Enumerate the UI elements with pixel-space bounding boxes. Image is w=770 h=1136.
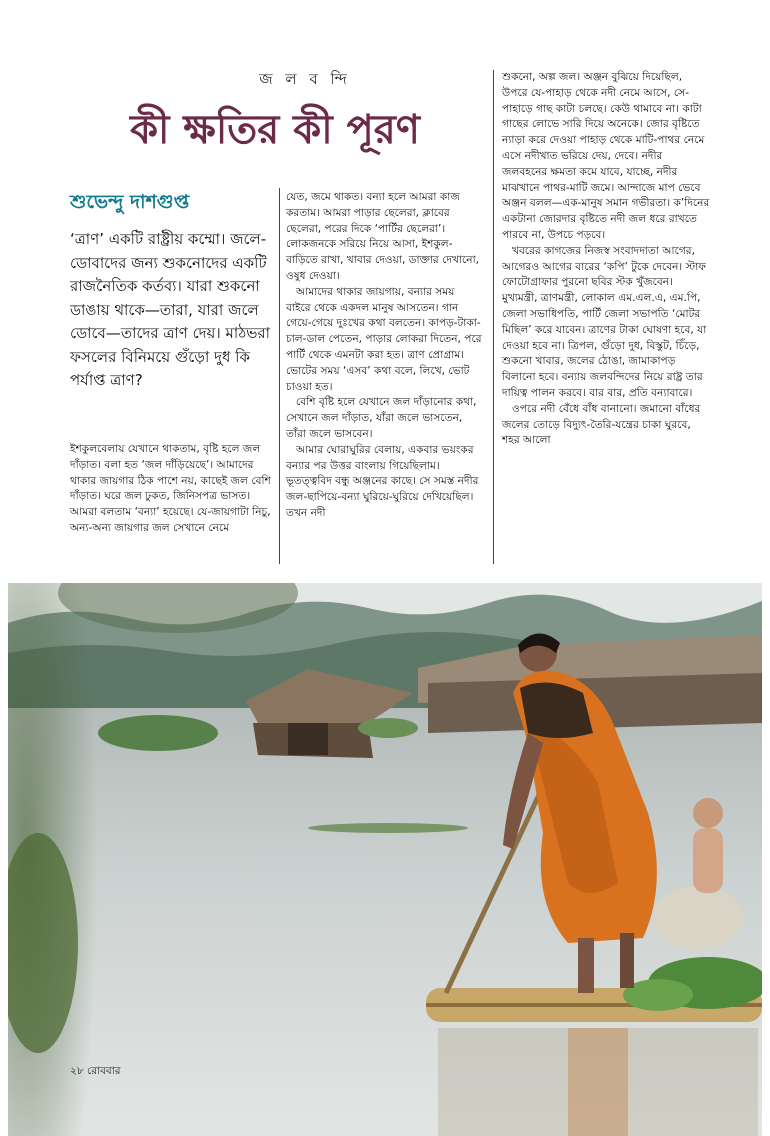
flood-photo xyxy=(8,583,762,1136)
body-column-3 xyxy=(502,70,710,449)
paragraph: বেশি বৃষ্টি হলে যেখানে জল দাঁড়ানোর কথা, সেখানে জল দাঁড়াত, যাঁরা জলে ভাসতেন, তাঁরা জলে ভাসবেন। xyxy=(286,396,477,440)
flood-photo-illustration xyxy=(8,583,762,1136)
paragraph: যেত, জমে থাকত। বন্যা হলে আমরা কাজ করতাম। আমরা পাড়ার ছেলেরা, ক্লাবের ছেলেরা, পরের দিকে ‘পার্টির ছেলেরা’। লোকজনকে সরিয়ে নিয়ে আসা, ইশকুল-বাড়িতে রাখা, খাবার দেওয়া, ডাক্তার দেখানো, ওষুধ দেওয়া। xyxy=(286,191,480,282)
paragraph: আমার ঘোরাঘুরির বেলায়, একবার ভয়ংকর বন্যার পর উত্তর বাংলায় গিয়েছিলাম। ভূতত্ত্ববিদ বন্ধু অঞ্জনের কাছে। সে সমস্ত নদীর জল-ছাপিয়ে-বন্যা ঘুরিয়ে-ঘুরিয়ে দেখিয়েছিল। তখন নদী xyxy=(286,443,479,519)
paragraph: আমাদের থাকার জায়গায়, বন্যার সময় বাইরে থেকে একদল মানুষ আসতেন। গান গেয়ে-গেয়ে দুঃখের কথা বলতেন। কাপড়-টাকা-চাল-ডাল পেতেন, পাড়ার লোকরা দিতেন, পরে পার্টি থেকে এমনটা করা হত। ত্রাণ প্রোগ্রাম। ভোটের সময় ‘এসব’ কথা বলে, লিখে, ভোট চাওয়া হত। xyxy=(286,285,482,393)
magazine-name: রোববার xyxy=(86,1065,121,1077)
article-title: কী ক্ষতির কী পূরণ xyxy=(130,106,420,153)
page-footer xyxy=(70,1064,121,1081)
standfirst-text: ‘ত্রাণ’ একটি রাষ্ট্রীয় কম্মো। জলে-ডোবাদের জন্য শুকনোদের একটি রাজনৈতিক কর্তব্য। যারা শুকনো ডাঙায় থাকে—তারা, যারা জলে ডোবে—তাদের ত্রাণ দেয়। মাঠভরা ফসলের বিনিময়ে গুঁড়ো দুধ কি পর্যাপ্ত ত্রাণ? xyxy=(70,230,270,389)
paragraph: ইশকুলবেলায় যেখানে থাকতাম, বৃষ্টি হলে জল দাঁড়াত। বলা হত ‘জল দাঁড়িয়েছে’। আমাদের থাকার জায়গার ঠিক পাশে নয়, কাছেই জল বেশি দাঁড়াত। ঘরে জল ঢুকত, জিনিসপত্র ভাসত। আমরা বলতাম ‘বন্যা’ হয়েছে। যে-জায়গাটা নিচু, অন্য-অন্য জায়গার জল সেখানে নেমে xyxy=(70,443,271,534)
section-kicker: জ ল ব ন্দি xyxy=(259,70,351,88)
page-number: ২৮ xyxy=(70,1065,84,1077)
paragraph: ওপরে নদী বেঁধে বাঁধ বানানো। জমানো বাঁধের জলের তোড়ে বিদ্যুৎ-তৈরি-যন্ত্রের চাকা ঘুরবে, শহর আলো xyxy=(502,402,701,447)
body-column-2 xyxy=(286,190,482,522)
column-divider xyxy=(279,188,280,564)
body-column-1 xyxy=(70,442,272,537)
column-divider xyxy=(493,70,494,564)
paragraph: শুকনো, অল্প জল। অঞ্জন বুঝিয়ে দিয়েছিল, উপরে যে-পাহাড় থেকে নদী নেমে আসে, সে-পাহাড়ে গাছ কাটা চলছে। কেউ থামাবে না। কাটা গাছের লোভে সারি দিয়ে অনেকে। জোর বৃষ্টিতে ন্যাড়া করে দেওয়া পাহাড় থেকে মাটি-পাথর নেমে এসে নদীখাত ভরিয়ে দেয়, দেবে। নদীর জলবহনের ক্ষমতা কমে যাবে, যাচ্ছে, নদীর মাঝখানে পাথর-মাটি জমে। আন্দাজে মাপ ভেবে অঞ্জন বলল—এক-মানুষ সমান গভীরতা। ক’দিনের একটানা জোরদার বৃষ্টিতে নদী জল ধরে রাখতে পারবে না, উপচে পড়বে। xyxy=(502,71,710,241)
standfirst xyxy=(70,228,275,393)
author-byline: শুভেন্দু দাশগুপ্ত xyxy=(70,191,190,213)
paragraph: খবরের কাগজের নিজস্ব সংবাদদাতা আগের, আগেরও আগের বারের ‘কপি’ টুকে দেবেন। স্টাফ ফোটোগ্রাফার পুরনো ছবির স্টক খুঁজবেন। মুখ্যমন্ত্রী, ত্রাণমন্ত্রী, লোকাল এম.এল.এ, এম.পি, জেলা সভাধিপতি, পার্টি জেলা সভাপতি ‘মোটর মিছিল’ করে যাবেন। ত্রাণের টাকা ঘোষণা হবে, যা দেওয়া হবে না। ত্রিপল, গুঁড়ো দুধ, বিস্কুট, চিঁড়ে, শুকনো খাবার, জলের ঠোঙা, জামাকাপড় বিলানো হবে। বন্যায় জলবন্দিদের নিয়ে রাষ্ট্র তার দায়িত্ব পালন করবে। বার বার, প্রতি বন্যাবারে। xyxy=(502,244,707,399)
